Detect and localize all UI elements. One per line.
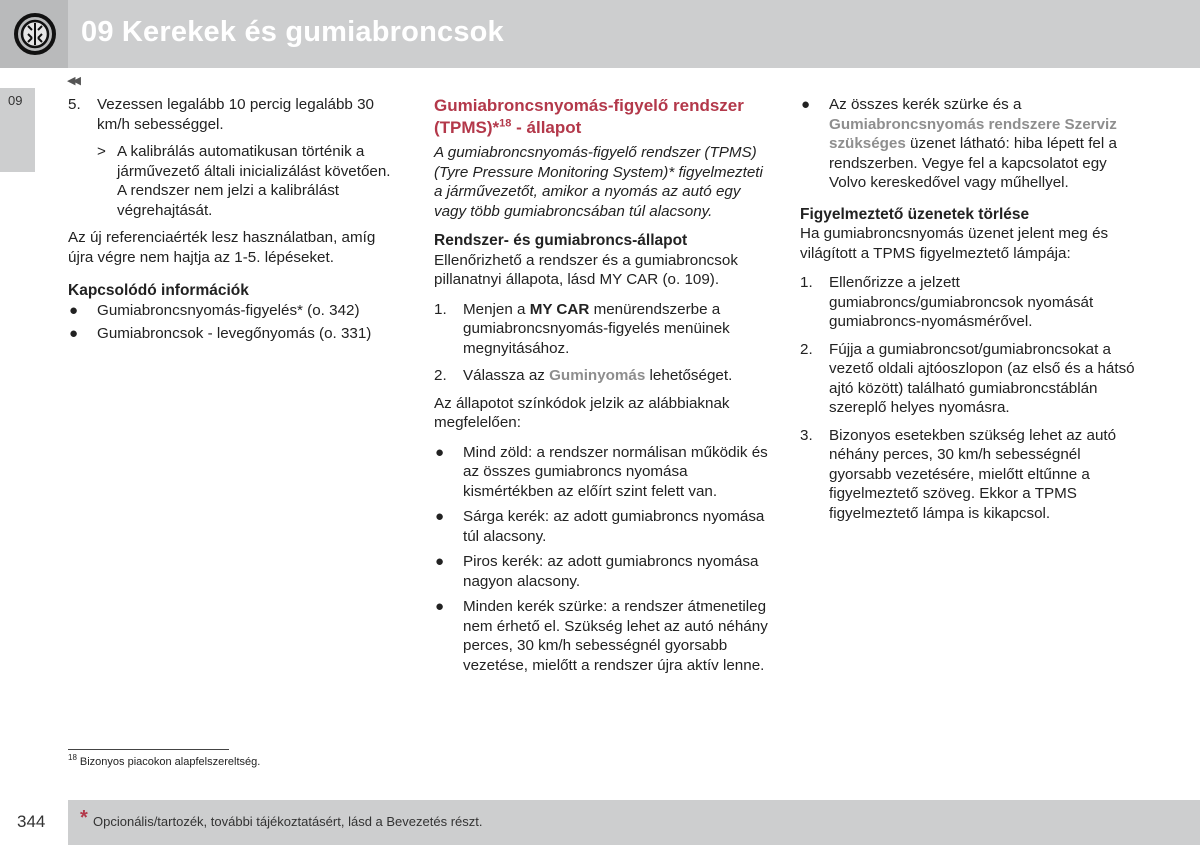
step-1 xyxy=(434,300,769,359)
step-text: Ellenőrizze a jelzett gumiabroncs/gumiabroncsok nyomását gumiabroncs-nyomásmérővel. xyxy=(829,274,1094,330)
related-link[interactable] xyxy=(68,301,398,321)
step-number: 1. xyxy=(434,300,447,318)
step-text-pre: Menjen a xyxy=(463,300,530,318)
chapter-side-tab-label: 09 xyxy=(8,93,23,108)
color-item-text: Sárga kerék: az adott gumiabroncs nyomása túl alacsony. xyxy=(463,508,765,545)
step-number: 1. xyxy=(800,274,813,291)
step-text: Vezessen legalább 10 percig legalább 30 km/h sebességgel. xyxy=(97,96,374,133)
step-5 xyxy=(68,95,398,134)
color-intro: Az állapotot színkódok jelzik az alábbiaknak megfelelően: xyxy=(434,394,730,431)
color-item-text: Mind zöld: a rendszer normálisan működik és az összes gumiabroncs nyomása kismértékben az előírt szint felett van. xyxy=(463,443,768,500)
chapter-side-tab xyxy=(0,88,35,172)
step-3 xyxy=(800,426,1135,524)
footnote xyxy=(68,753,261,768)
message-text: Gumiabroncsnyomás rendszere Szerviz szükséges xyxy=(829,115,1117,152)
menu-option: Guminyomás xyxy=(549,367,646,384)
column-middle xyxy=(434,95,769,681)
bullet-text-post: üzenet látható: hiba lépett fel a rendszerben. Vegye fel a kapcsolatot egy Volvo kereskedővel vagy műhellyel. xyxy=(829,135,1117,191)
step-text-post: menürendszerbe a gumiabroncsnyomás-figyelés menüinek megnyitásához. xyxy=(463,300,730,357)
bullet-dot: ● xyxy=(801,96,811,113)
footnote-ref: 18 xyxy=(499,117,512,130)
bullet-dot: ● xyxy=(435,443,445,461)
footer-note: Opcionális/tartozék, további tájékoztatásért, lásd a Bevezetés részt. xyxy=(93,814,483,829)
intro-text: A gumiabroncsnyomás-figyelő rendszer (TPMS) (Tyre Pressure Monitoring System)* figyelmezteti a járművezetőt, amikor a nyomás az autó egy vagy több gumiabroncsában túl alacsony. xyxy=(434,144,763,220)
clear-warnings-heading: Figyelmeztető üzenetek törlése xyxy=(800,205,1030,223)
step-text-pre: Válassza az xyxy=(463,367,550,384)
step-1 xyxy=(800,273,1135,332)
footnote-divider xyxy=(68,749,229,750)
bullet-dot: ● xyxy=(69,301,79,319)
chapter-icon-box xyxy=(0,0,68,68)
step-number: 2. xyxy=(434,367,447,384)
column-right xyxy=(800,95,1135,531)
step-text: Bizonyos esetekben szükség lehet az autó néhány perces, 30 km/h sebességnél gyorsabb vezetésére, mielőtt eltűnne a figyelmeztető szöveg. Ekkor a TPMS figyelmeztető lámpa is kikapcsol. xyxy=(829,426,1117,522)
bullet-dot: ● xyxy=(435,553,445,570)
subitem-text: A kalibrálás automatikusan történik a járművezető általi inicializálást követően. A rendszer nem jelzi a kalibrálást végrehajtását. xyxy=(117,143,391,219)
step-2 xyxy=(800,340,1135,418)
color-item xyxy=(434,597,769,675)
bullet-dot: ● xyxy=(69,325,79,342)
optional-star: * xyxy=(80,807,88,829)
step-number: 5. xyxy=(68,96,81,113)
footnote-text: Bizonyos piacokon alapfelszereltség. xyxy=(79,756,261,768)
tire-icon xyxy=(14,13,56,55)
color-item-text: Minden kerék szürke: a rendszer átmenetileg nem érhető el. Szükség lehet az autó néhány perces, 30 km/h sebességnél gyorsabb vezetése, mielőtt a rendszer újra aktív lenne. xyxy=(463,598,768,674)
step-text: Fújja a gumiabroncsot/gumiabroncsokat a vezető oldali ajtóoszlopon (az első és a hátsó ajtó között) található gumiabroncstáblán szereplő helyes nyomásra. xyxy=(829,340,1135,416)
chapter-title: 09 Kerekek és gumiabroncsok xyxy=(81,16,504,48)
section-title-text: Gumiabroncsnyomás-figyelő rendszer (TPMS)* xyxy=(434,96,744,137)
section-title-end: - állapot xyxy=(511,118,582,137)
clear-warnings-intro: Ha gumiabroncsnyomás üzenet jelent meg és világított a TPMS figyelmeztető lámpája: xyxy=(800,225,1109,262)
paragraph: Az új referenciaérték lesz használatban, amíg újra végre nem hajtja az 1-5. lépéseket. xyxy=(68,229,376,266)
section-title xyxy=(434,95,769,139)
color-item xyxy=(434,552,769,591)
result-arrow: > xyxy=(97,143,106,160)
chapter-header xyxy=(0,0,1200,68)
menu-name: MY CAR xyxy=(529,300,590,318)
related-link[interactable] xyxy=(68,324,398,344)
color-item xyxy=(434,443,769,502)
color-item xyxy=(800,95,1135,193)
step-number: 2. xyxy=(800,340,813,358)
color-item xyxy=(434,507,769,546)
related-info-heading: Kapcsolódó információk xyxy=(68,282,249,299)
subsection-heading: Rendszer- és gumiabroncs-állapot xyxy=(434,232,688,249)
footnote-number: 18 xyxy=(68,753,77,763)
step-number: 3. xyxy=(800,426,813,444)
related-link-text: Gumiabroncsok - levegőnyomás (o. 331) xyxy=(97,325,372,342)
step-2 xyxy=(434,366,769,386)
step-text-post: lehetőséget. xyxy=(645,367,733,384)
column-left xyxy=(68,95,398,348)
double-back-arrow-icon[interactable]: ◀◀ xyxy=(67,75,78,87)
related-link-text: Gumiabroncsnyomás-figyelés* (o. 342) xyxy=(97,301,360,319)
bullet-text-pre: Az összes kerék szürke és a xyxy=(829,96,1022,113)
page-number: 344 xyxy=(17,812,46,831)
bullet-dot: ● xyxy=(435,508,445,525)
subsection-text: Ellenőrizhető a rendszer és a gumiabroncsok pillanatnyi állapota, lásd MY CAR (o. 109). xyxy=(434,251,738,288)
color-item-text: Piros kerék: az adott gumiabroncs nyomása nagyon alacsony. xyxy=(463,553,759,590)
bullet-dot: ● xyxy=(435,598,445,615)
step-5-subitem xyxy=(97,142,398,220)
